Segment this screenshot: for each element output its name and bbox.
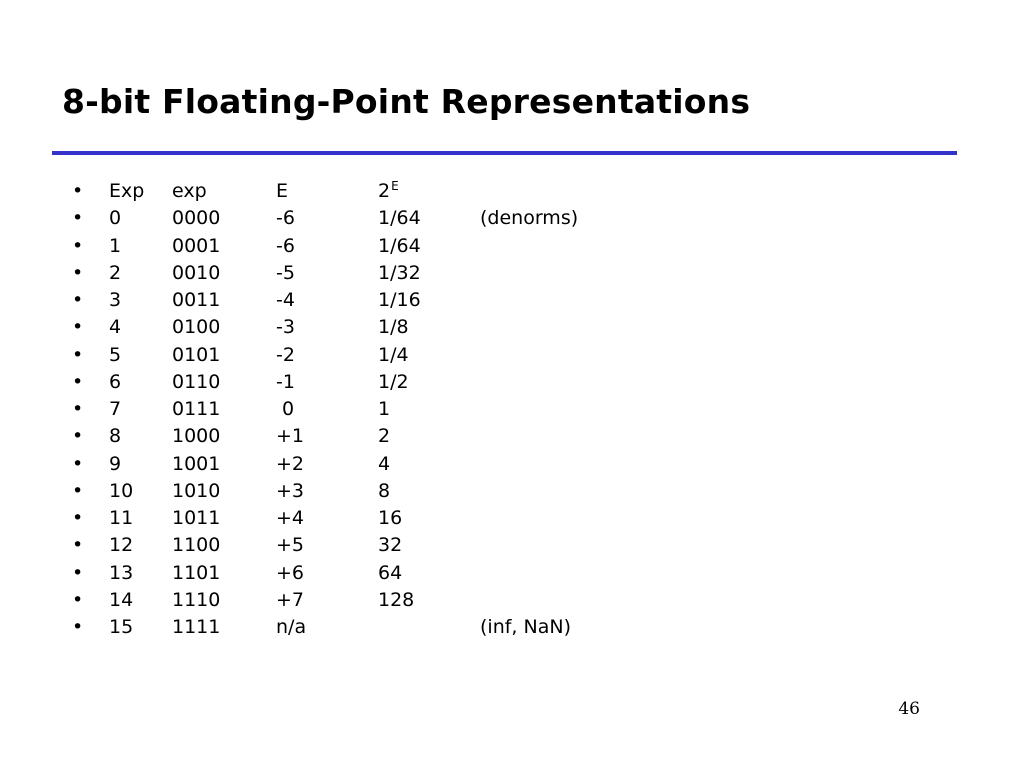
cell-power: 4 [378,452,391,475]
cell-exp-binary: 1011 [172,507,221,529]
cell-exp-decimal: 9 [109,452,122,475]
cell-e: +4 [276,507,305,529]
cell-exp-binary: 1110 [172,588,221,611]
cell-power: 128 [378,588,415,611]
cell-e: +2 [276,452,305,475]
bullet: • [72,534,84,557]
bullet: • [72,452,84,475]
table-row [0,260,700,287]
table-row [0,451,700,478]
bullet: • [72,507,84,529]
cell-power: 1/32 [378,261,421,284]
table-row [0,314,700,341]
title-divider [52,151,957,155]
cell-exp-decimal: 10 [109,479,134,502]
bullet: • [72,616,84,638]
cell-e: -1 [276,370,295,393]
cell-exp-decimal: 15 [109,616,134,638]
cell-exp-binary: 0101 [172,343,221,366]
cell-exp-binary: 1100 [172,534,221,557]
bullet: • [72,316,84,339]
exponent-table [0,178,700,641]
bullet: • [72,343,84,366]
cell-exp-binary: 1111 [172,616,221,638]
header-exp-binary: exp [172,180,207,202]
cell-exp-decimal: 6 [109,370,122,393]
cell-exp-decimal: 4 [109,316,122,339]
bullet: • [72,234,84,257]
header-power [378,178,399,207]
table-row [0,478,700,505]
bullet: • [72,370,84,393]
cell-e: -6 [276,207,295,230]
table-row [0,369,700,396]
cell-exp-binary: 0011 [172,289,221,311]
cell-power: 2 [378,425,391,448]
table-row [0,342,700,369]
cell-e: +7 [276,588,305,611]
cell-power: 1/64 [378,207,421,230]
cell-e: +3 [276,479,305,502]
cell-exp-decimal: 14 [109,588,134,611]
cell-exp-binary: 0110 [172,370,221,393]
cell-e: +5 [276,534,305,557]
table-row [0,423,700,450]
table-row [0,560,700,587]
table-row [0,505,700,532]
slide-title: 8-bit Floating-Point Representations [62,82,751,121]
cell-exp-decimal: 2 [109,261,122,284]
table-row [0,287,700,314]
header-power-exponent: E [391,179,399,193]
cell-e: -6 [276,234,295,257]
table-row [0,396,700,423]
cell-exp-decimal: 8 [109,425,122,448]
cell-exp-binary: 0010 [172,261,221,284]
cell-power: 1 [378,398,391,420]
table-row [0,205,700,232]
cell-exp-binary: 0111 [172,398,221,420]
cell-power: 16 [378,507,403,529]
bullet: • [72,398,84,420]
cell-power: 32 [378,534,403,557]
header-e: E [276,180,289,202]
cell-exp-decimal: 3 [109,289,122,311]
cell-exp-decimal: 13 [109,561,134,584]
bullet: • [72,261,84,284]
cell-note: (denorms) [480,207,579,230]
cell-e: -2 [276,343,295,366]
cell-e: -4 [276,289,295,311]
bullet: • [72,180,84,202]
cell-exp-decimal: 12 [109,534,134,557]
cell-e: -5 [276,261,295,284]
bullet: • [72,588,84,611]
cell-e: 0 [276,398,295,420]
cell-power: 1/64 [378,234,421,257]
cell-e: +1 [276,425,305,448]
cell-power: 1/16 [378,289,421,311]
cell-exp-decimal: 11 [109,507,134,529]
cell-exp-binary: 1101 [172,561,221,584]
cell-exp-decimal: 1 [109,234,122,257]
cell-exp-decimal: 7 [109,398,122,420]
cell-exp-binary: 1000 [172,425,221,448]
bullet: • [72,479,84,502]
slide-number: 46 [898,699,920,719]
header-exp-decimal: Exp [109,180,145,202]
cell-power: 64 [378,561,403,584]
table-row [0,614,700,641]
table-row [0,532,700,559]
header-power-base: 2 [378,180,391,202]
cell-exp-binary: 0000 [172,207,221,230]
cell-power: 1/2 [378,370,409,393]
table-row [0,587,700,614]
cell-e: -3 [276,316,295,339]
cell-exp-decimal: 5 [109,343,122,366]
table-header-row [0,178,700,205]
cell-exp-binary: 1010 [172,479,221,502]
cell-exp-binary: 0001 [172,234,221,257]
cell-e: n/a [276,616,307,638]
cell-power: 1/8 [378,316,409,339]
cell-exp-decimal: 0 [109,207,122,230]
bullet: • [72,425,84,448]
cell-exp-binary: 1001 [172,452,221,475]
cell-e: +6 [276,561,305,584]
bullet: • [72,207,84,230]
cell-note: (inf, NaN) [480,616,571,638]
cell-power: 1/4 [378,343,409,366]
cell-exp-binary: 0100 [172,316,221,339]
bullet: • [72,289,84,311]
cell-power: 8 [378,479,391,502]
table-row [0,233,700,260]
bullet: • [72,561,84,584]
